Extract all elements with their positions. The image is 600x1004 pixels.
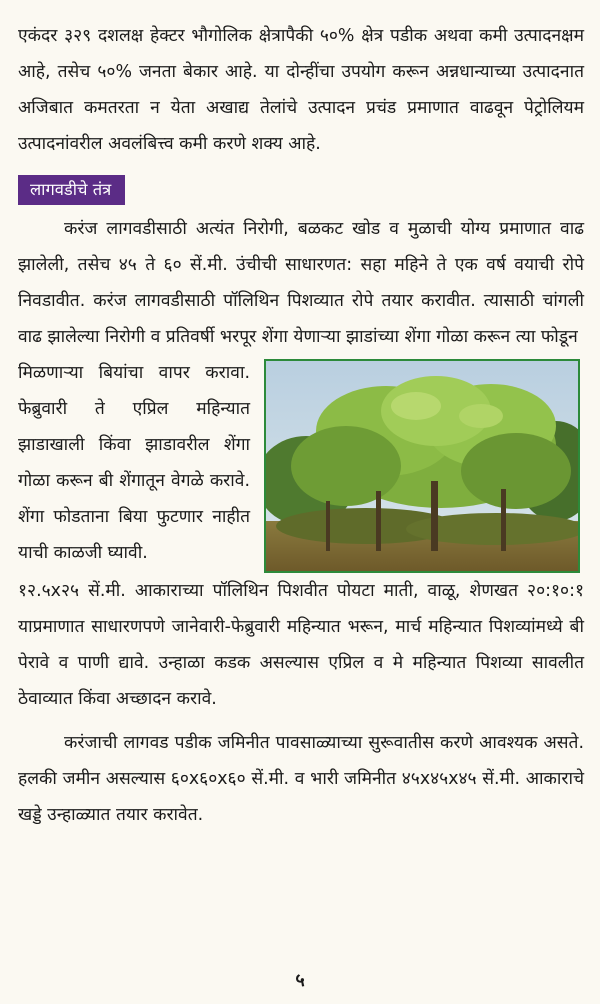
section-heading: लागवडीचे तंत्र [18, 175, 125, 205]
tree-illustration [266, 361, 578, 571]
page-number: ५ [295, 970, 305, 991]
karanj-tree-photo [264, 359, 580, 573]
page-content [18, 18, 584, 833]
after-photo-paragraph: १२.५x२५ सें.मी. आकाराच्या पॉलिथिन पिशवीत पोयटा माती, वाळू, शेणखत २०:१०:१ याप्रमाणात साधारणपणे जानेवारी-फेब्रुवारी महिन्यात भरून, मार्च महिन्यात पिशव्यांमध्ये बी पेरावे व पाणी द्यावे. उन्हाळा कडक असल्यास एप्रिल व मे महिन्यात पिशव्या सावलीत ठेवाव्यात किंवा अच्छादन करावे. [18, 581, 584, 709]
cultivation-paragraph: करंज लागवडीसाठी अत्यंत निरोगी, बळकट खोड व मुळाची योग्य प्रमाणात वाढ झालेली, तसेच ४५ ते ६० सें.मी. उंचीची साधारणत: सहा महिने ते एक वर्ष वयाची रोपे निवडावीत. करंज लागवडीसाठी पॉलिथिन पिशव्यात रोपे तयार करावीत. त्यासाठी चांगली वाढ झालेल्या निरोगी व प्रतिवर्षी भरपूर शेंगा येणाऱ्या झाडांच्या शेंगा गोळा करून त्या फोडून [18, 219, 584, 347]
beside-photo-text: मिळणाऱ्या बियांचा वापर करावा. फेब्रुवारी ते एप्रिल महिन्यात झाडाखाली किंवा झाडावरील शेंगा गोळा करून बी शेंगातून वेगळे करावे. शेंगा फोडताना बिया फुटणार नाहीत याची काळजी घ्यावी. [18, 363, 250, 563]
photo-section [18, 355, 584, 573]
final-paragraph: करंजाची लागवड पडीक जमिनीत पावसाळ्याच्या सुरूवातीस करणे आवश्यक असते. हलकी जमीन असल्यास ६०x६०x६० सें.मी. व भारी जमिनीत ४५x४५x४५ सें.मी. आकाराचे खड्डे उन्हाळ्यात तयार करावेत. [18, 733, 584, 825]
intro-paragraph: एकंदर ३२९ दशलक्ष हेक्टर भौगोलिक क्षेत्रापैकी ५०% क्षेत्र पडीक अथवा कमी उत्पादनक्षम आहे, तसेच ५०% जनता बेकार आहे. या दोन्हींचा उपयोग करून अन्नधान्याच्या उत्पादनात अजिबात कमतरता न येता अखाद्य तेलांचे उत्पादन प्रचंड प्रमाणात वाढवून पेट्रोलियम उत्पादनांवरील अवलंबित्त्व कमी करणे शक्य आहे. [18, 26, 584, 154]
